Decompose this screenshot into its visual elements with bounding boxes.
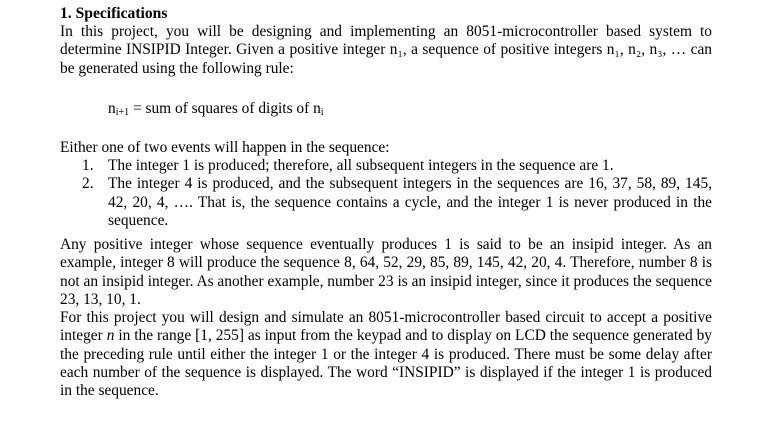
list-item-text: The integer 4 is produced, and the subsequent integers in the sequences are 16, 37, 58, 89, 145, 42, 20, 4, …. That is, the sequence contains a cycle, and the integer 1 is never produced in the sequence. bbox=[108, 175, 712, 229]
insipid-paragraph: Any positive integer whose sequence eventually produces 1 is said to be an insipid integer. As an example, integer 8 will produce the sequence 8, 64, 52, 29, 85, 89, 145, 42, 20, 4. Therefore, number 8 is not an insipid integer. As another example, number 23 is an insipid integer, since it produces the sequence 23, 13, 10, 1. bbox=[60, 236, 712, 308]
section-heading: 1. Specifications bbox=[60, 5, 168, 22]
formula-rhs-sub: i bbox=[320, 107, 324, 118]
project-variable-n: n bbox=[106, 327, 115, 345]
project-text-part1: For this project you will design and simulate an 8051-microcontroller based circuit to accept a positive integer bbox=[60, 309, 712, 345]
project-paragraph bbox=[60, 309, 712, 400]
intro-paragraph: In this project, you will be designing and implementing an 8051-microcontroller based system to determine INSIPID Integer. Given a positive integer n₁, a sequence of positive integers n₁, n₂, n₃, … can be generated using the following rule: bbox=[60, 23, 712, 77]
events-intro: Either one of two events will happen in the sequence: bbox=[60, 139, 390, 156]
list-item bbox=[82, 175, 712, 230]
project-text-part2: in the range [1, 255] as input from the keypad and to display on LCD the sequence generated by the preceding rule until either the integer 1 or the integer 4 is produced. There must be some delay after each number of the sequence is displayed. The word “INSIPID” is displayed if the integer 1 is produced in the sequence. bbox=[60, 327, 713, 400]
list-item-number: 2. bbox=[82, 175, 94, 193]
formula-middle: = sum of squares of digits of n bbox=[129, 100, 321, 117]
formula-lhs-var: n bbox=[108, 100, 116, 117]
list-item bbox=[82, 157, 712, 175]
list-item-number: 1. bbox=[82, 157, 94, 174]
formula-lhs-sub: i+1 bbox=[115, 107, 130, 118]
events-list bbox=[82, 157, 712, 230]
formula bbox=[108, 100, 324, 118]
list-item-text: The integer 1 is produced; therefore, all subsequent integers in the sequence are 1. bbox=[108, 157, 614, 174]
